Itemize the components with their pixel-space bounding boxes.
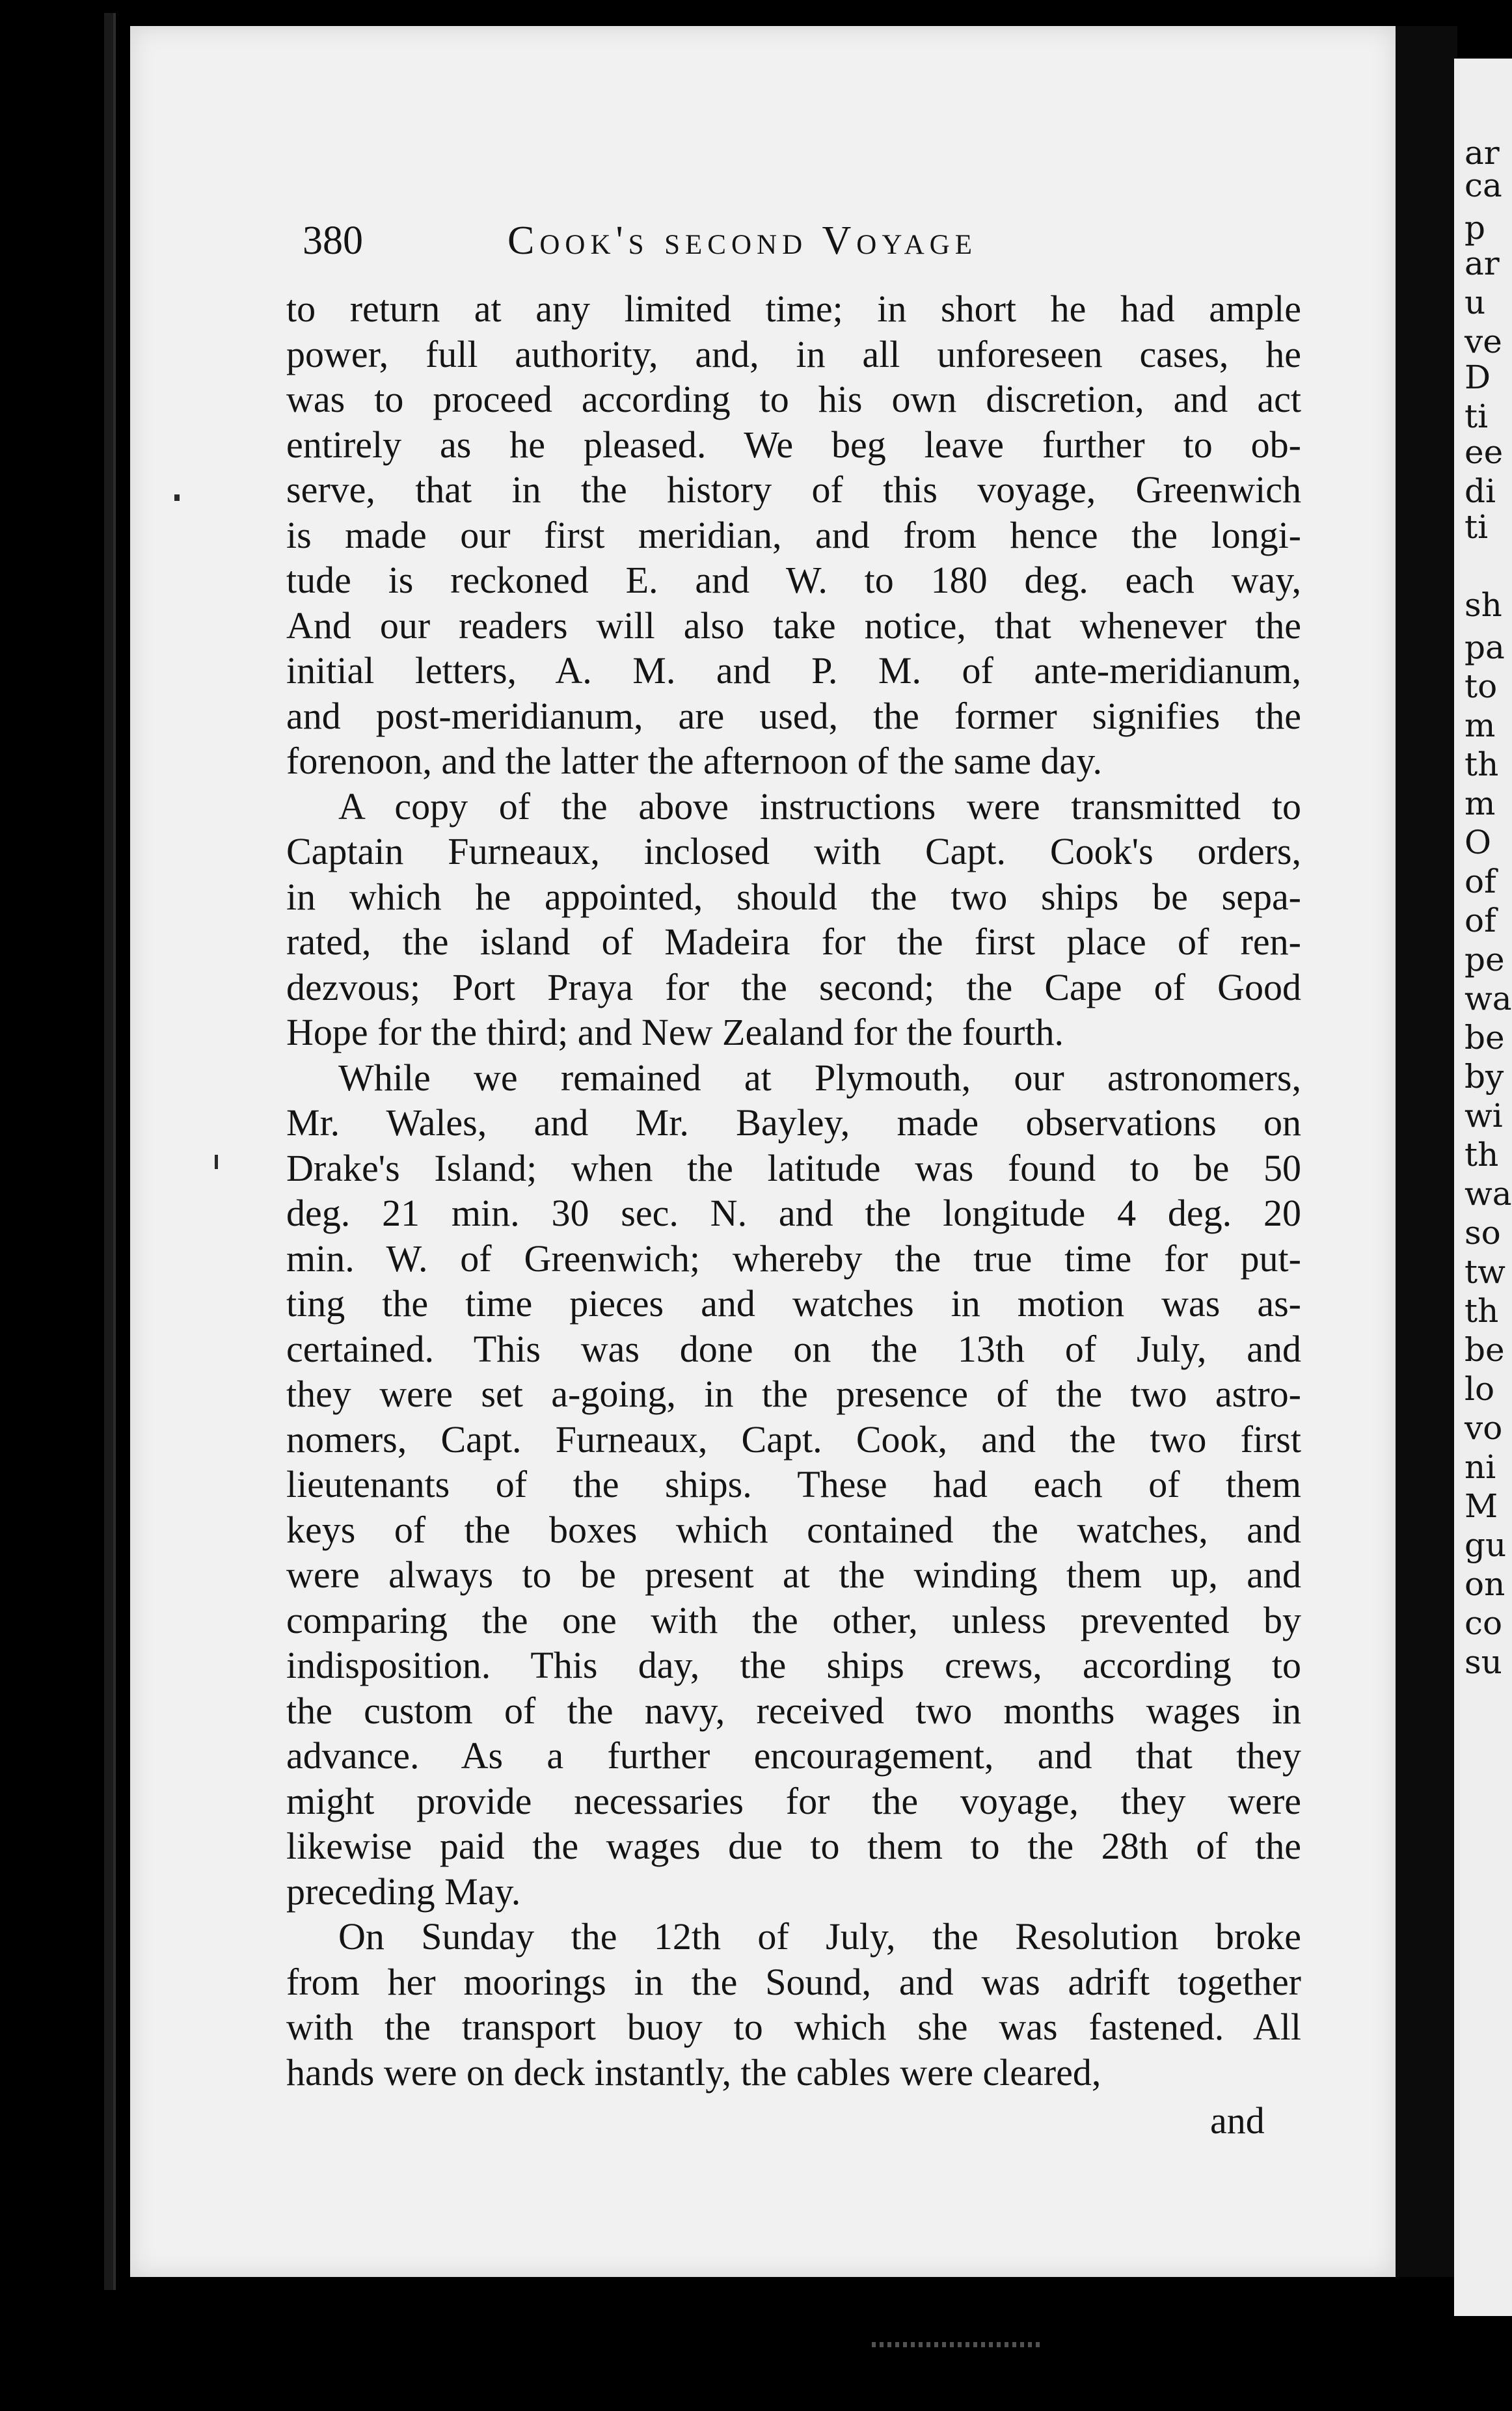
text-line: preceding May. — [286, 1870, 521, 1913]
paragraph — [286, 1055, 1301, 1915]
facing-page-word: th — [1465, 1136, 1499, 1174]
facing-page-word: lo — [1465, 1370, 1495, 1408]
text-line: might provide necessaries for the voyage, they were — [286, 1779, 1301, 1822]
facing-page-word: th — [1465, 1292, 1499, 1330]
text-line: deg. 21 min. 30 sec. N. and the longitude 4 deg. 20 — [286, 1192, 1301, 1234]
body-text — [286, 286, 1301, 2095]
facing-page-word: sh — [1465, 586, 1502, 624]
text-line: dezvous; Port Praya for the second; the Cape of Good — [286, 965, 1301, 1008]
facing-page-word: di — [1465, 472, 1496, 510]
facing-page-word: ti — [1465, 397, 1489, 435]
page-edge-shadow — [1396, 26, 1457, 2277]
text-line: A copy of the above instructions were transmitted to — [338, 785, 1301, 828]
facing-page-fragment — [1454, 59, 1512, 2316]
text-line: On Sunday the 12th of July, the Resolution broke — [338, 1915, 1301, 1958]
text-line: the custom of the navy, received two months wages in — [286, 1689, 1301, 1732]
text-line: Drake's Island; when the latitude was found to be 50 — [286, 1146, 1301, 1189]
facing-page-word: ve — [1465, 323, 1502, 360]
catchword: and — [1210, 2099, 1265, 2142]
text-line: likewise paid the wages due to them to the 28th of the — [286, 1825, 1301, 1867]
facing-page-word: m — [1465, 785, 1496, 822]
facing-page-word: ni — [1465, 1448, 1496, 1486]
facing-page-word: u — [1465, 284, 1486, 321]
text-line: initial letters, A. M. and P. M. of ante-meridianum, — [286, 649, 1301, 692]
text-line: from her moorings in the Sound, and was adrift together — [286, 1960, 1301, 2003]
text-line: is made our first meridian, and from hence the longi- — [286, 513, 1301, 556]
facing-page-word: D — [1465, 358, 1491, 396]
running-title: Cook's second Voyage — [507, 219, 977, 263]
text-line: min. W. of Greenwich; whereby the true time for put- — [286, 1237, 1301, 1280]
facing-page-word: be — [1465, 1331, 1505, 1369]
text-line: to return at any limited time; in short he had ample — [286, 288, 1301, 330]
facing-page-word: su — [1465, 1643, 1502, 1681]
text-line: advance. As a further encouragement, and that they — [286, 1734, 1301, 1777]
text-line: comparing the one with the other, unless prevented by — [286, 1598, 1301, 1641]
facing-page-word: wi — [1465, 1097, 1503, 1135]
text-line: Hope for the third; and New Zealand for the fourth. — [286, 1011, 1064, 1053]
facing-page-word: pa — [1465, 628, 1505, 666]
text-line: And our readers will also take notice, that whenever the — [286, 604, 1301, 647]
text-line: indisposition. This day, the ships crews, according to — [286, 1644, 1301, 1686]
text-line: While we remained at Plymouth, our astronomers, — [338, 1056, 1301, 1099]
facing-page-word: O — [1465, 824, 1491, 861]
text-line: Mr. Wales, and Mr. Bayley, made observations on — [286, 1101, 1301, 1144]
facing-page-word: wa — [1465, 1175, 1512, 1213]
paragraph — [286, 784, 1301, 1055]
facing-page-word: m — [1465, 707, 1496, 744]
paragraph — [286, 286, 1301, 784]
text-line: were always to be present at the winding them up, and — [286, 1554, 1301, 1596]
text-line: keys of the boxes which contained the watches, and — [286, 1508, 1301, 1551]
facing-page-word: M — [1465, 1487, 1498, 1525]
facing-page-word: p — [1465, 209, 1486, 247]
facing-page-word: co — [1465, 1604, 1503, 1642]
text-line: in which he appointed, should the two ships be sepa- — [286, 875, 1301, 918]
text-line: Captain Furneaux, inclosed with Capt. Cook's orders, — [286, 830, 1301, 872]
facing-page-word: to — [1465, 667, 1498, 705]
text-line: with the transport buoy to which she was fastened. All — [286, 2006, 1301, 2048]
facing-page-word: ti — [1465, 508, 1489, 546]
facing-page-word: ar — [1465, 245, 1500, 282]
text-line: power, full authority, and, in all unforeseen cases, he — [286, 332, 1301, 375]
margin-mark — [215, 1155, 218, 1169]
facing-page-word: pe — [1465, 941, 1505, 978]
facing-page-word: wa — [1465, 980, 1512, 1017]
page-number: 380 — [303, 219, 363, 263]
facing-page-word: gu — [1465, 1526, 1507, 1564]
text-line: was to proceed according to his own discretion, and act — [286, 378, 1301, 420]
text-line: nomers, Capt. Furneaux, Capt. Cook, and the two first — [286, 1418, 1301, 1461]
text-line: serve, that in the history of this voyage, Greenwich — [286, 468, 1301, 511]
facing-page-word: on — [1465, 1565, 1505, 1603]
facing-page-word: tw — [1465, 1253, 1505, 1291]
facing-page-word: so — [1465, 1214, 1501, 1252]
facing-page-word: by — [1465, 1058, 1504, 1096]
facing-page-word: of — [1465, 863, 1496, 900]
text-line: lieutenants of the ships. These had each of them — [286, 1463, 1301, 1505]
margin-mark — [174, 494, 180, 501]
text-line: tude is reckoned E. and W. to 180 deg. each way, — [286, 559, 1301, 601]
text-line: forenoon, and the latter the afternoon of the same day. — [286, 740, 1103, 782]
text-line: hands were on deck instantly, the cables were cleared, — [286, 2051, 1101, 2094]
facing-page-word: ca — [1465, 167, 1502, 204]
scan-speckle — [872, 2342, 1041, 2347]
facing-page-word: of — [1465, 902, 1496, 939]
facing-page-word: be — [1465, 1019, 1505, 1057]
binding-gutter — [104, 13, 116, 2290]
text-line: and post-meridianum, are used, the former signifies the — [286, 694, 1301, 737]
text-line: they were set a-going, in the presence of the two astro- — [286, 1373, 1301, 1415]
text-line: entirely as he pleased. We beg leave further to ob- — [286, 423, 1301, 466]
facing-page-word: vo — [1465, 1409, 1503, 1447]
facing-page-word: ee — [1465, 433, 1504, 471]
text-line: ting the time pieces and watches in motion was as- — [286, 1282, 1301, 1325]
page-header — [303, 215, 1116, 267]
text-line: certained. This was done on the 13th of July, and — [286, 1327, 1301, 1370]
facing-page-word: ar — [1465, 134, 1500, 172]
facing-page-word: th — [1465, 746, 1499, 783]
text-line: rated, the island of Madeira for the first place of ren- — [286, 921, 1301, 963]
paragraph — [286, 1914, 1301, 2095]
